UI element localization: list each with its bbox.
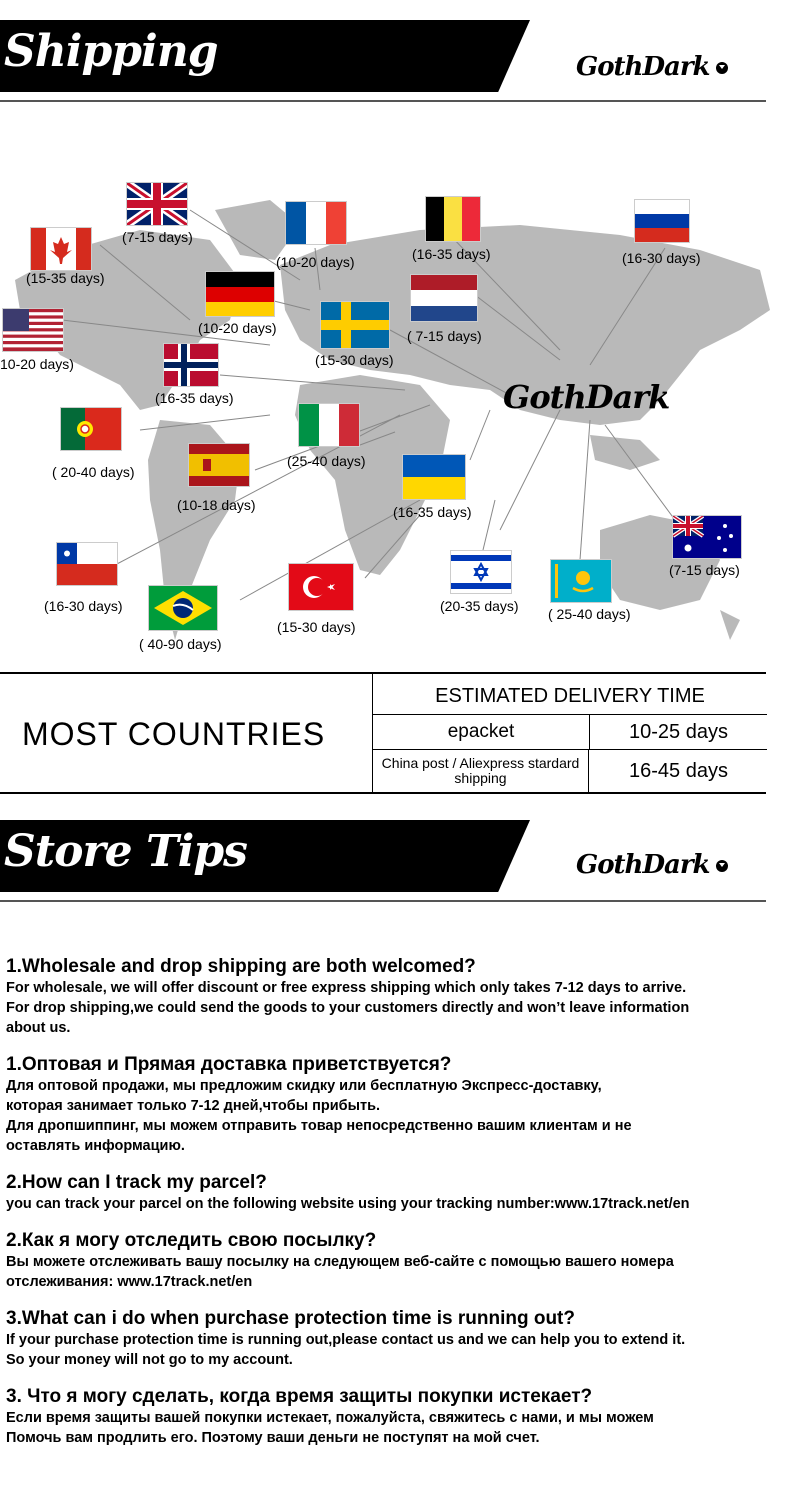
sweden-flag-icon <box>320 301 390 349</box>
spain-days: (10-18 days) <box>177 497 256 513</box>
tip-item <box>6 1230 796 1292</box>
table-row <box>373 715 767 750</box>
shipping-map <box>0 170 800 670</box>
russia-flag-icon <box>634 199 690 243</box>
shipping-banner <box>0 0 800 100</box>
turkey-days: (15-30 days) <box>277 619 356 635</box>
tip-answer: If your purchase protection time is running out,please contact us and we can help you to extend it. So your money will not go to my account. <box>6 1332 686 1368</box>
delivery-header: ESTIMATED DELIVERY TIME <box>373 674 767 715</box>
shipping-title: Shipping <box>4 26 218 77</box>
canada-flag-icon <box>30 227 92 271</box>
portugal-flag-icon <box>60 407 122 451</box>
method-cell: epacket <box>373 715 590 749</box>
germany-flag-icon <box>205 271 275 317</box>
tip-item <box>6 1386 796 1448</box>
method-line: China post / Aliexpress stardard <box>381 755 580 771</box>
chile-flag-icon <box>56 542 118 586</box>
brazil-days: ( 40-90 days) <box>139 636 222 652</box>
brand-text: GothDark <box>576 850 710 880</box>
divider <box>0 100 766 102</box>
tip-answer: you can track your parcel on the following website using your tracking number:www.17track.net/en <box>6 1196 690 1212</box>
brazil-flag-icon <box>148 585 218 631</box>
delivery-table <box>0 672 766 794</box>
time-cell: 16-45 days <box>629 760 728 782</box>
germany-days: (10-20 days) <box>198 320 277 336</box>
usa-flag-icon <box>2 308 64 352</box>
italy-flag-icon <box>298 403 360 447</box>
store-tips-banner <box>0 800 800 900</box>
map-brand-logo: GothDark <box>503 378 670 416</box>
russia-days: (16-30 days) <box>622 250 701 266</box>
israel-days: (20-35 days) <box>440 598 519 614</box>
australia-flag-icon <box>672 515 742 559</box>
tip-item <box>6 956 796 1038</box>
ukraine-flag-icon <box>402 454 466 500</box>
netherlands-flag-icon <box>410 274 478 322</box>
table-row <box>373 750 767 792</box>
spain-flag-icon <box>188 443 250 487</box>
brand-logo <box>576 850 728 880</box>
uk-days: (7-15 days) <box>122 229 193 245</box>
store-tips-title: Store Tips <box>4 826 247 877</box>
tip-answer: Для оптовой продажи, мы предложим скидку или бесплатную Экспресс-доставку, которая занимает только 7-12 дней,чтобы прибыть. Для дропшиппинг, мы можем отправить товар непосредственно вашим клиентам и не оставлять информацию. <box>6 1078 632 1154</box>
brand-logo <box>576 52 728 82</box>
italy-days: (25-40 days) <box>287 453 366 469</box>
belgium-flag-icon <box>425 196 481 242</box>
tip-question: 2.How can I track my parcel? <box>6 1172 267 1193</box>
method-line: shipping <box>454 770 507 786</box>
kazakhstan-flag-icon <box>550 559 612 603</box>
kazakhstan-days: ( 25-40 days) <box>548 606 631 622</box>
most-countries-label: MOST COUNTRIES <box>22 716 326 752</box>
tip-question: 1.Wholesale and drop shipping are both welcomed? <box>6 956 476 977</box>
brand-text: GothDark <box>576 52 710 82</box>
israel-flag-icon <box>450 550 512 594</box>
norway-flag-icon <box>163 343 219 387</box>
france-flag-icon <box>285 201 347 245</box>
divider <box>0 792 766 794</box>
brand-dot-icon <box>716 62 728 74</box>
uk-flag-icon <box>126 182 188 226</box>
usa-days: 10-20 days) <box>0 356 74 372</box>
australia-days: (7-15 days) <box>669 562 740 578</box>
norway-days: (16-35 days) <box>155 390 234 406</box>
turkey-flag-icon <box>288 563 354 611</box>
portugal-days: ( 20-40 days) <box>52 464 135 480</box>
tip-item <box>6 1054 796 1156</box>
canada-days: (15-35 days) <box>26 270 105 286</box>
tip-question: 1.Оптовая и Прямая доставка приветствуется? <box>6 1054 452 1075</box>
belgium-days: (16-35 days) <box>412 246 491 262</box>
tip-answer: Если время защиты вашей покупки истекает, пожалуйста, свяжитесь с нами, и мы можем Помочь вам продлить его. Поэтому ваши деньги не поступят на мой счет. <box>6 1410 654 1446</box>
ukraine-days: (16-35 days) <box>393 504 472 520</box>
tips-list <box>6 956 796 1464</box>
time-cell: 10-25 days <box>629 721 728 743</box>
method-cell <box>373 750 589 792</box>
divider <box>0 900 766 902</box>
tip-question: 2.Как я могу отследить свою посылку? <box>6 1230 377 1251</box>
tip-question: 3.What can i do when purchase protection time is running out? <box>6 1308 575 1329</box>
tip-item <box>6 1308 796 1370</box>
tip-question: 3. Что я могу сделать, когда время защиты покупки истекает? <box>6 1386 593 1407</box>
tip-answer: For wholesale, we will offer discount or free express shipping which only takes 7-12 days to arrive. For drop shipping,we could send the goods to your customers directly and won’t leave information about us. <box>6 980 690 1036</box>
delivery-grid <box>372 674 767 792</box>
tip-answer: Вы можете отслеживать вашу посылку на следующем веб-сайте с помощью вашего номера отслеживания: www.17track.net/en <box>6 1254 674 1290</box>
sweden-days: (15-30 days) <box>315 352 394 368</box>
tip-item <box>6 1172 796 1214</box>
netherlands-days: ( 7-15 days) <box>407 328 482 344</box>
chile-days: (16-30 days) <box>44 598 123 614</box>
france-days: (10-20 days) <box>276 254 355 270</box>
brand-dot-icon <box>716 860 728 872</box>
